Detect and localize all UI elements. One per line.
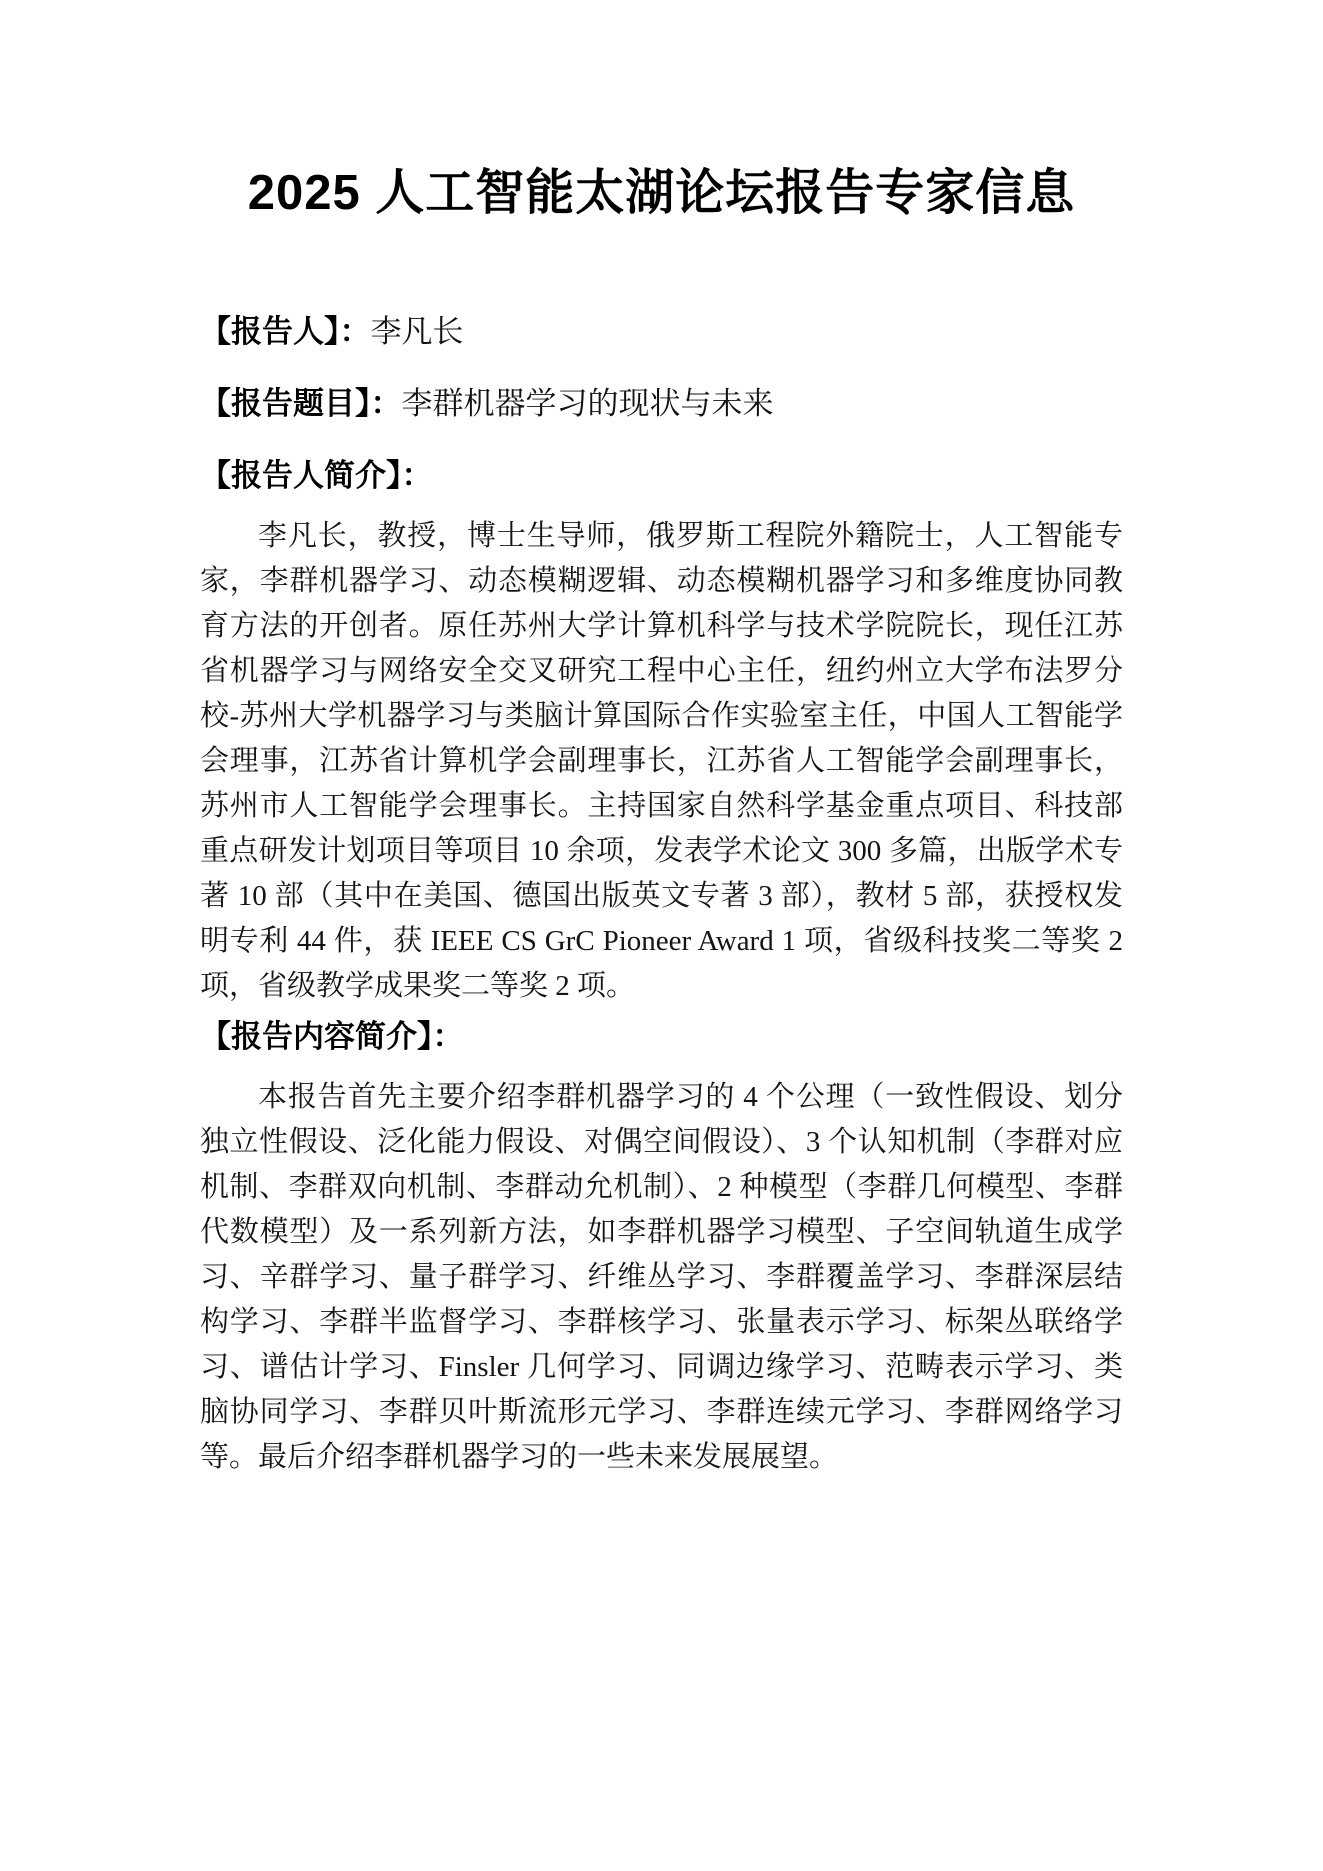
section-speaker-bio (200, 458, 1123, 1009)
field-report-title-separator: ： (370, 386, 402, 421)
section-speaker-bio-heading: 【报告人简介】： (200, 458, 433, 493)
field-speaker (200, 314, 1123, 350)
field-speaker-value: 李凡长 (370, 314, 464, 349)
field-report-title-label: 【报告题目】 (200, 386, 371, 421)
field-speaker-separator: ： (339, 314, 371, 349)
section-report-abstract (200, 1019, 1123, 1480)
speaker-bio-paragraph: 李凡长，教授，博士生导师，俄罗斯工程院外籍院士，人工智能专家，李群机器学习、动态模糊逻辑、动态模糊机器学习和多维度协同教育方法的开创者。原任苏州大学计算机科学与技术学院院长，现任江苏省机器学习与网络安全交叉研究工程中心主任，纽约州立大学布法罗分校-苏州大学机器学习与类脑计算国际合作实验室主任，中国人工智能学会理事，江苏省计算机学会副理事长，江苏省人工智能学会副理事长，苏州市人工智能学会理事长。主持国家自然科学基金重点项目、科技部重点研发计划项目等项目 10 余项，发表学术论文 300 多篇，出版学术专著 10 部（其中在美国、德国出版英文专著 3 部），教材 5 部，获授权发明专利 44 件，获 IEEE CS GrC Pioneer Award 1 项，省级科技奖二等奖 2 项，省级教学成果奖二等奖 2 项。 (200, 520, 1123, 1002)
report-abstract-paragraph: 本报告首先主要介绍李群机器学习的 4 个公理（一致性假设、划分独立性假设、泛化能力假设、对偶空间假设）、3 个认知机制（李群对应机制、李群双向机制、李群动允机制）、2 种模型（李群几何模型、李群代数模型）及一系列新方法，如李群机器学习模型、子空间轨道生成学习、辛群学习、量子群学习、纤维丛学习、李群覆盖学习、李群深层结构学习、李群半监督学习、李群核学习、张量表示学习、标架丛联络学习、谱估计学习、Finsler 几何学习、同调边缘学习、范畴表示学习、类脑协同学习、李群贝叶斯流形元学习、李群连续元学习、李群网络学习等。最后介绍李群机器学习的一些未来发展展望。 (200, 1081, 1123, 1473)
field-report-title (200, 386, 1123, 422)
field-speaker-label: 【报告人】 (200, 314, 340, 349)
field-report-title-value: 李群机器学习的现状与未来 (401, 386, 774, 421)
section-report-abstract-heading: 【报告内容简介】： (200, 1019, 464, 1054)
page-title: 2025 人工智能太湖论坛报告专家信息 (247, 166, 1076, 220)
